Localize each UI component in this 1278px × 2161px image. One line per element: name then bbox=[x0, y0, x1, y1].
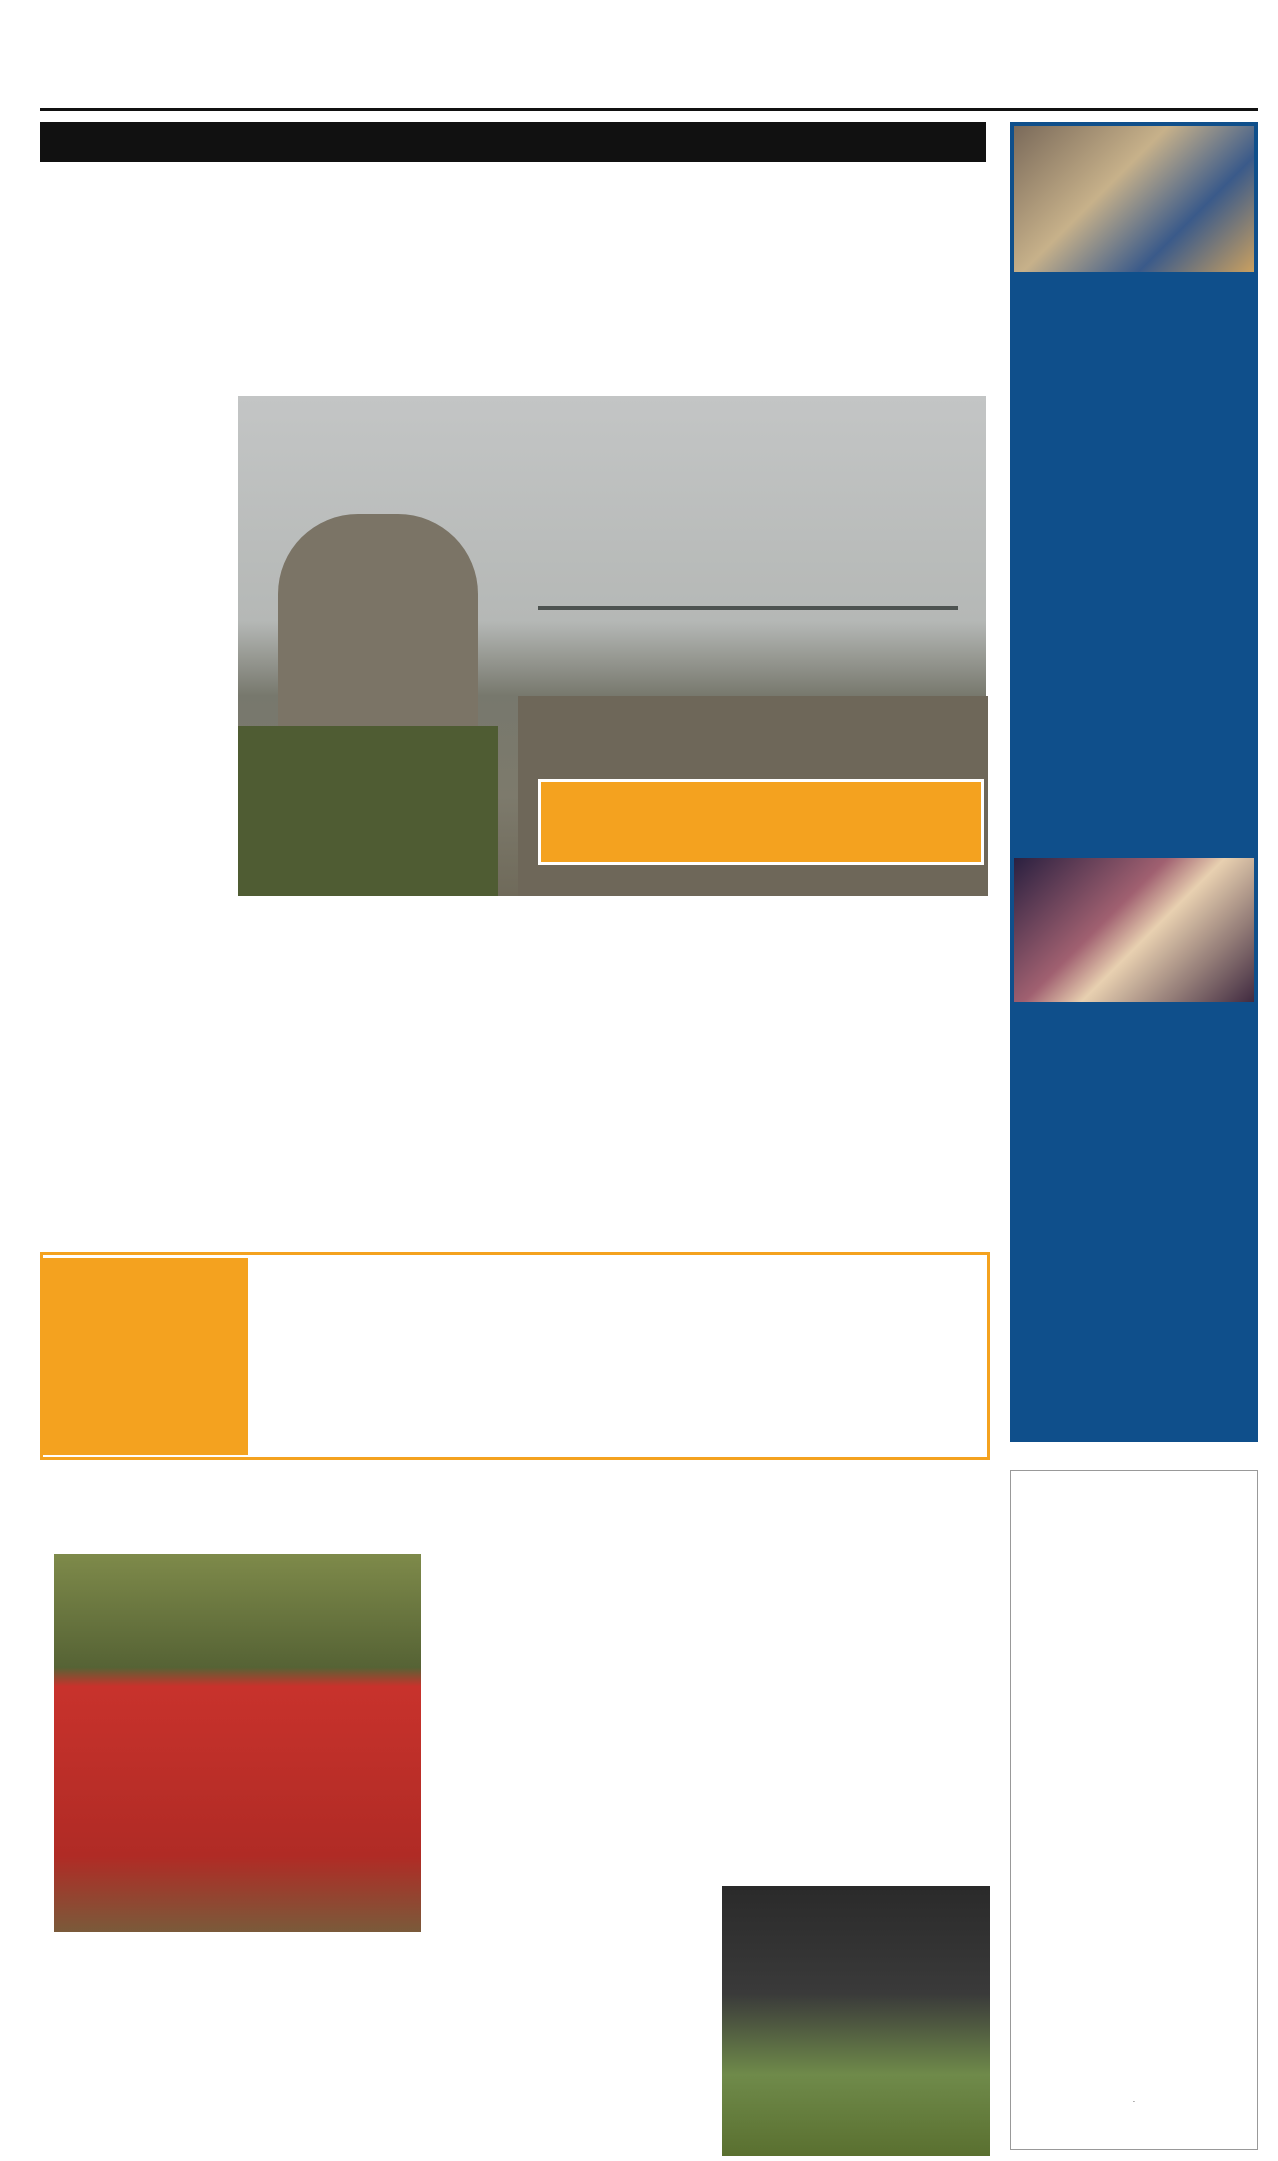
article-kicker bbox=[40, 122, 986, 162]
festival-photo bbox=[722, 1886, 990, 2156]
trees-shape bbox=[238, 726, 498, 896]
pazen-fashion-photo bbox=[54, 1554, 421, 1932]
subhead-box bbox=[538, 779, 984, 865]
damda-deli-var-photo bbox=[1014, 126, 1254, 272]
article-column-1 bbox=[40, 915, 268, 923]
zagnos-title-box bbox=[40, 1258, 248, 1455]
don-kisot-photo bbox=[1014, 858, 1254, 1002]
imprint-contacts: · bbox=[1132, 2097, 1136, 2106]
sidebar bbox=[1010, 122, 1258, 1442]
header-rule bbox=[40, 108, 1258, 111]
bridge-shape bbox=[538, 606, 958, 610]
imprint-box bbox=[1010, 1470, 1258, 2150]
